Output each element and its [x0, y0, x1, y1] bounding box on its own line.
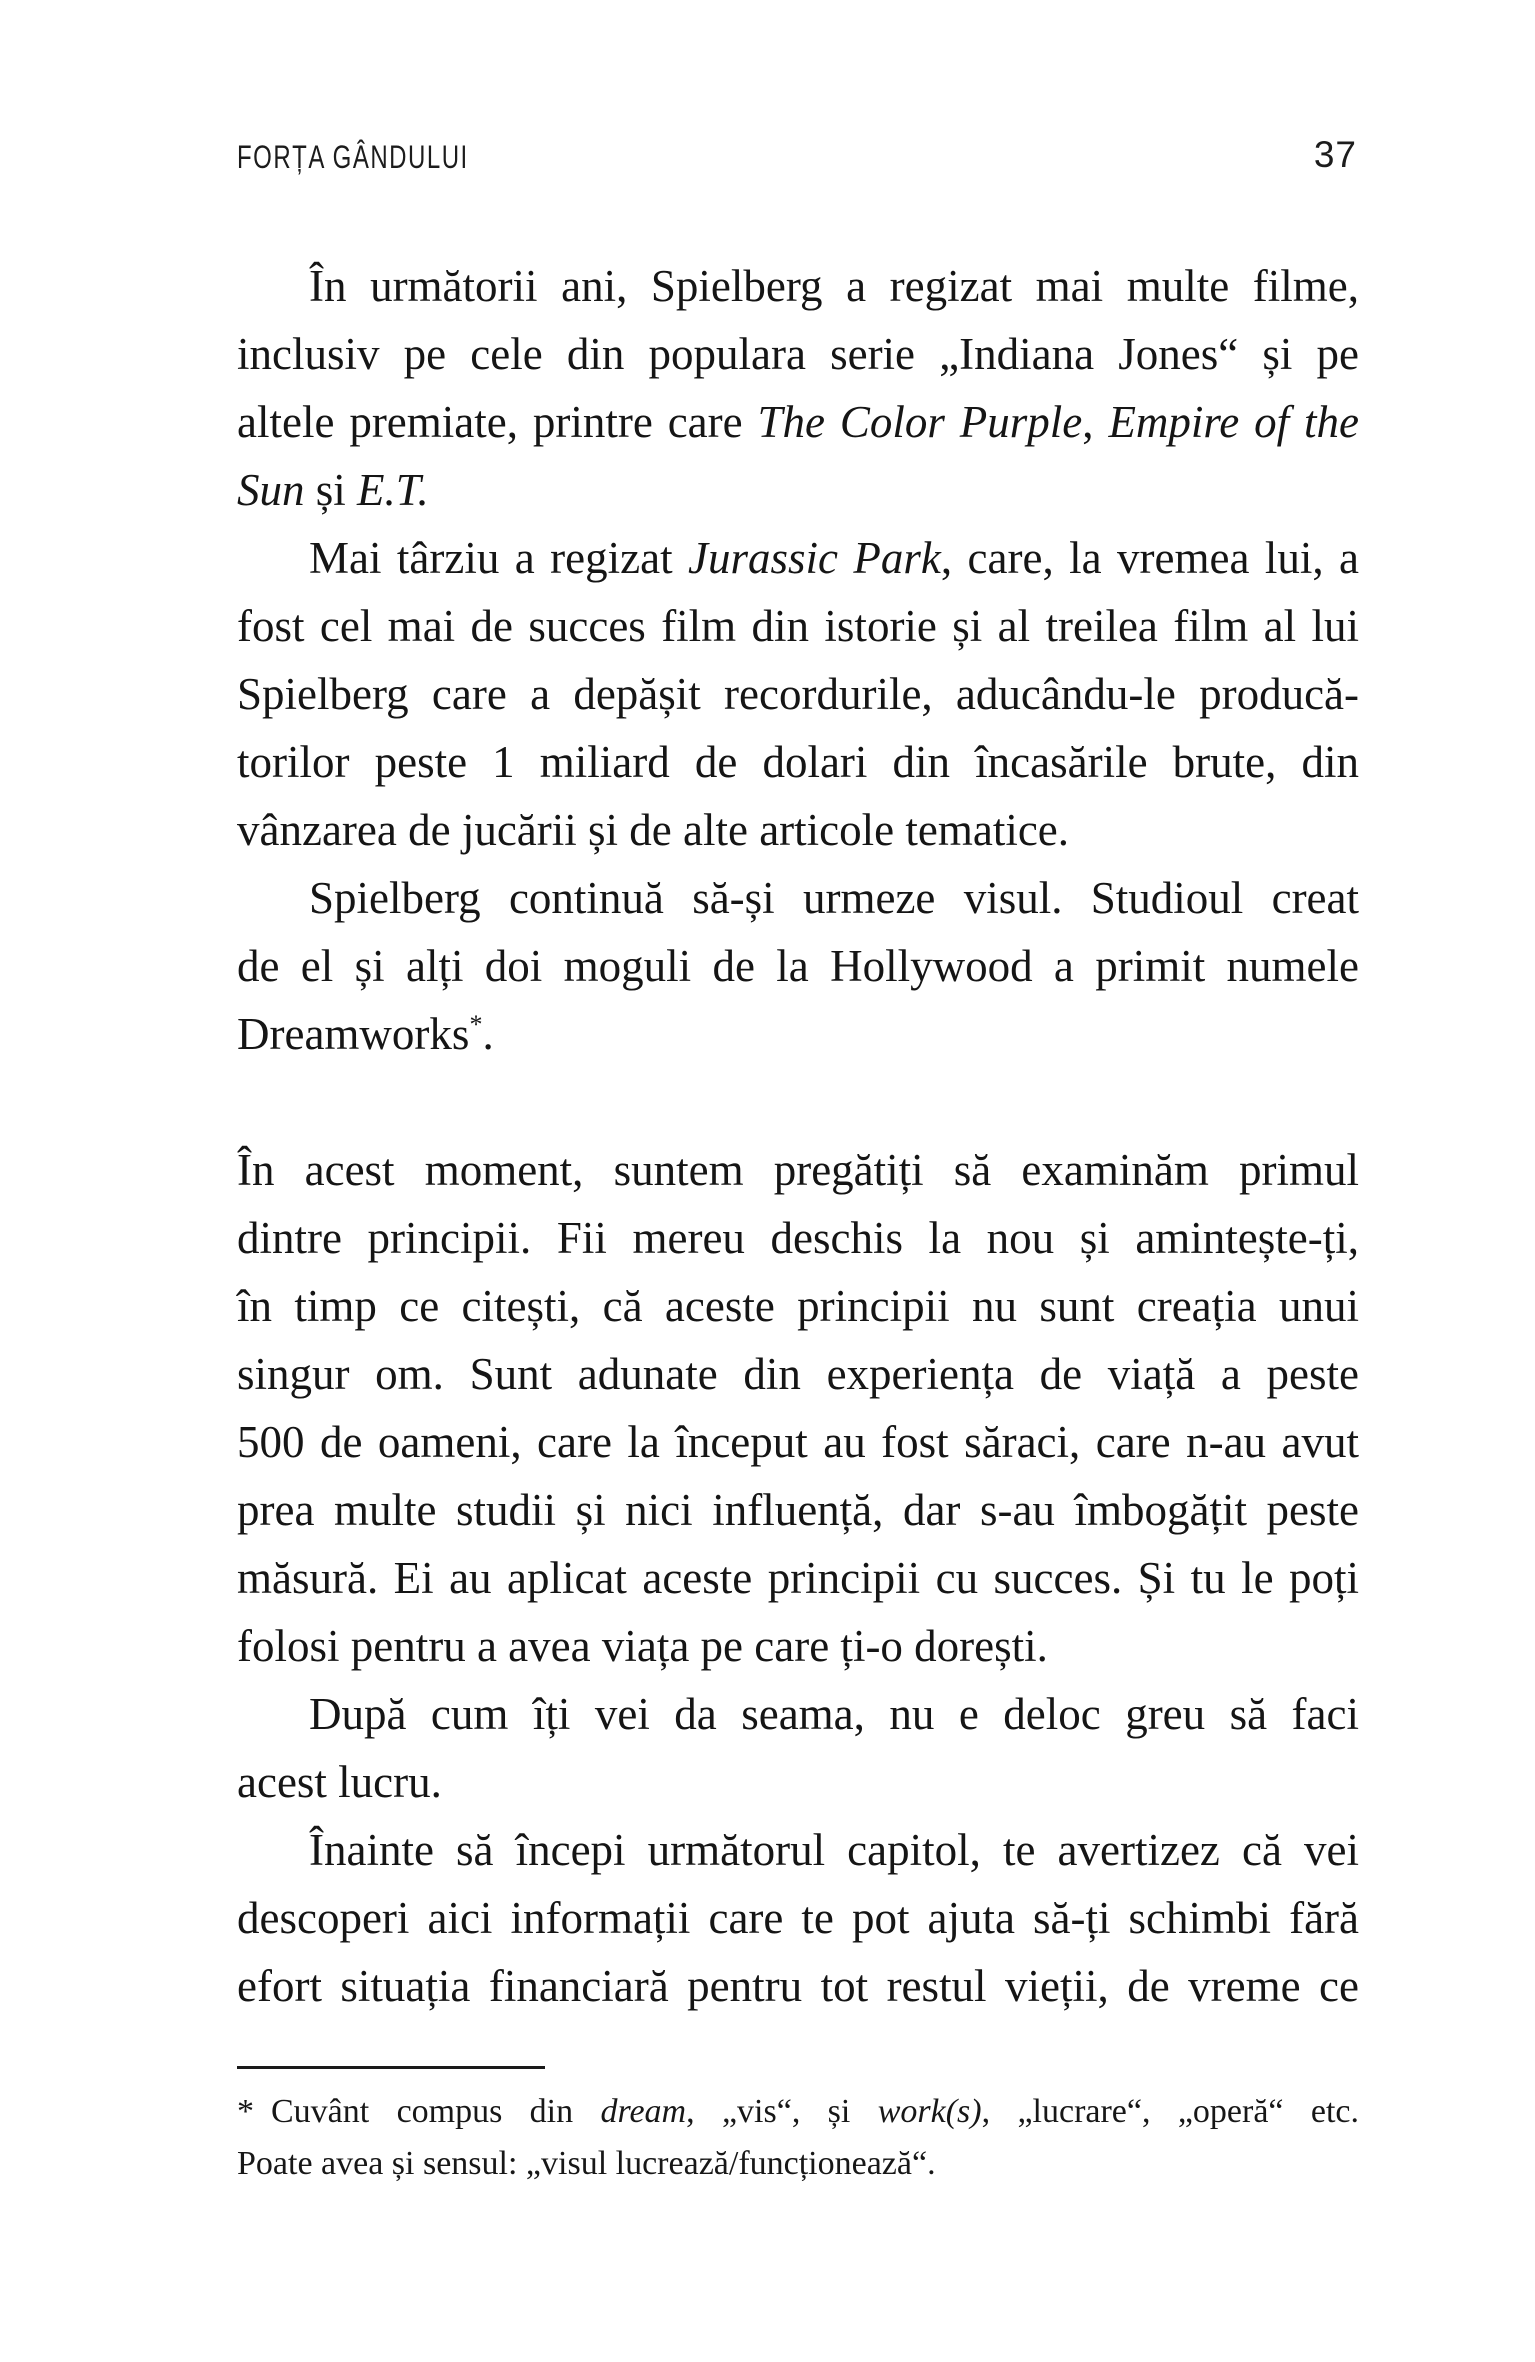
body-text-line [237, 1816, 1359, 1884]
body-text-line [237, 796, 1359, 864]
text-segment: * Cuvânt compus din [237, 2093, 601, 2130]
body-text-line [237, 1884, 1359, 1952]
text-segment: prea multe studii și nici influență, dar s-au îmbogățit peste [237, 1485, 1359, 1535]
page-number: 37 [1313, 134, 1357, 175]
body-text [237, 252, 1359, 2020]
text-segment: vânzarea de jucării și de alte articole tematice. [237, 805, 1070, 855]
text-segment: și [304, 465, 358, 515]
text-segment: altele premiate, printre care [237, 397, 758, 447]
page-header [237, 134, 1357, 176]
body-text-line [237, 1000, 1359, 1068]
body-text-line [237, 1408, 1359, 1476]
body-text-line [237, 1680, 1359, 1748]
italic-text: Sun [237, 465, 305, 515]
text-segment: Înainte să începi următorul capitol, te avertizez că vei [309, 1825, 1359, 1875]
footnote-marker: * [469, 1010, 483, 1039]
body-text-line [237, 1544, 1359, 1612]
body-text-line [237, 524, 1359, 592]
text-segment: efort situația financiară pentru tot restul vieții, de vreme ce [237, 1961, 1359, 2011]
text-segment: Spielberg care a depășit recordurile, aducându-le producă- [237, 669, 1359, 719]
text-segment: , [1082, 397, 1109, 447]
text-segment: După cum îți vei da seama, nu e deloc greu să faci [309, 1689, 1359, 1739]
text-segment: măsură. Ei au aplicat aceste principii cu succes. Și tu le poți [237, 1553, 1359, 1603]
body-text-line [237, 864, 1359, 932]
footnote-separator [237, 2066, 545, 2069]
text-segment: în timp ce citești, că aceste principii nu sunt creația unui [237, 1281, 1359, 1331]
body-text-line [237, 1136, 1359, 1204]
text-segment: Spielberg continuă să-și urmeze visul. Studioul creat [309, 873, 1359, 923]
body-text-line [237, 1272, 1359, 1340]
text-segment: , care, la vremea lui, a [940, 533, 1360, 583]
footnote [237, 2086, 1359, 2190]
body-text-line [237, 1476, 1359, 1544]
italic-text: Jurassic Park [688, 533, 941, 583]
text-segment: , „vis“, și [686, 2093, 878, 2130]
body-text-line [237, 252, 1359, 320]
text-segment: . [482, 1009, 494, 1059]
italic-text: dream [600, 2093, 687, 2130]
text-segment: În următorii ani, Spielberg a regizat mai multe filme, [309, 261, 1359, 311]
body-text-line [237, 1952, 1359, 2020]
text-segment: de el și alți doi moguli de la Hollywood a primit numele [237, 941, 1359, 991]
body-text-line [237, 1204, 1359, 1272]
body-text-line [237, 932, 1359, 1000]
text-segment: torilor peste 1 miliard de dolari din încasările brute, din [237, 737, 1359, 787]
body-text-line [237, 1340, 1359, 1408]
text-segment: În acest moment, suntem pregătiți să examinăm primul [237, 1145, 1359, 1195]
text-segment: fost cel mai de succes film din istorie și al treilea film al lui [237, 601, 1359, 651]
text-segment: 500 de oameni, care la început au fost săraci, care n-au avut [237, 1417, 1359, 1467]
text-segment: descoperi aici informații care te pot ajuta să-ți schimbi fără [237, 1893, 1359, 1943]
body-text-line [237, 388, 1359, 456]
italic-text: Empire of the [1108, 397, 1359, 447]
text-segment: singur om. Sunt adunate din experiența de viață a peste [237, 1349, 1359, 1399]
body-text-line [237, 1748, 1359, 1816]
text-segment: dintre principii. Fii mereu deschis la nou și amintește-ți, [237, 1213, 1359, 1263]
body-text-line [237, 1612, 1359, 1680]
body-text-line [237, 660, 1359, 728]
italic-text: work(s) [877, 2093, 982, 2130]
footnote-line [237, 2086, 1359, 2138]
body-text-line [237, 728, 1359, 796]
text-segment: Mai târziu a regizat [309, 533, 688, 583]
body-text-line [237, 320, 1359, 388]
text-segment: Poate avea și sensul: „visul lucrează/funcționează“. [237, 2145, 936, 2182]
body-text-line [237, 456, 1359, 524]
text-segment: folosi pentru a avea viața pe care ți-o dorești. [237, 1621, 1048, 1671]
text-segment: , „lucrare“, „operă“ etc. [981, 2093, 1359, 2130]
italic-text: E.T. [357, 465, 429, 515]
footnote-line [237, 2138, 1359, 2190]
running-title: FORȚA GÂNDULUI [237, 139, 469, 175]
italic-text: The Color Purple [757, 397, 1083, 447]
body-text-line [237, 592, 1359, 660]
text-segment: acest lucru. [237, 1757, 442, 1807]
text-segment: inclusiv pe cele din populara serie „Indiana Jones“ și pe [237, 329, 1359, 379]
text-segment: Dreamworks [237, 1009, 470, 1059]
